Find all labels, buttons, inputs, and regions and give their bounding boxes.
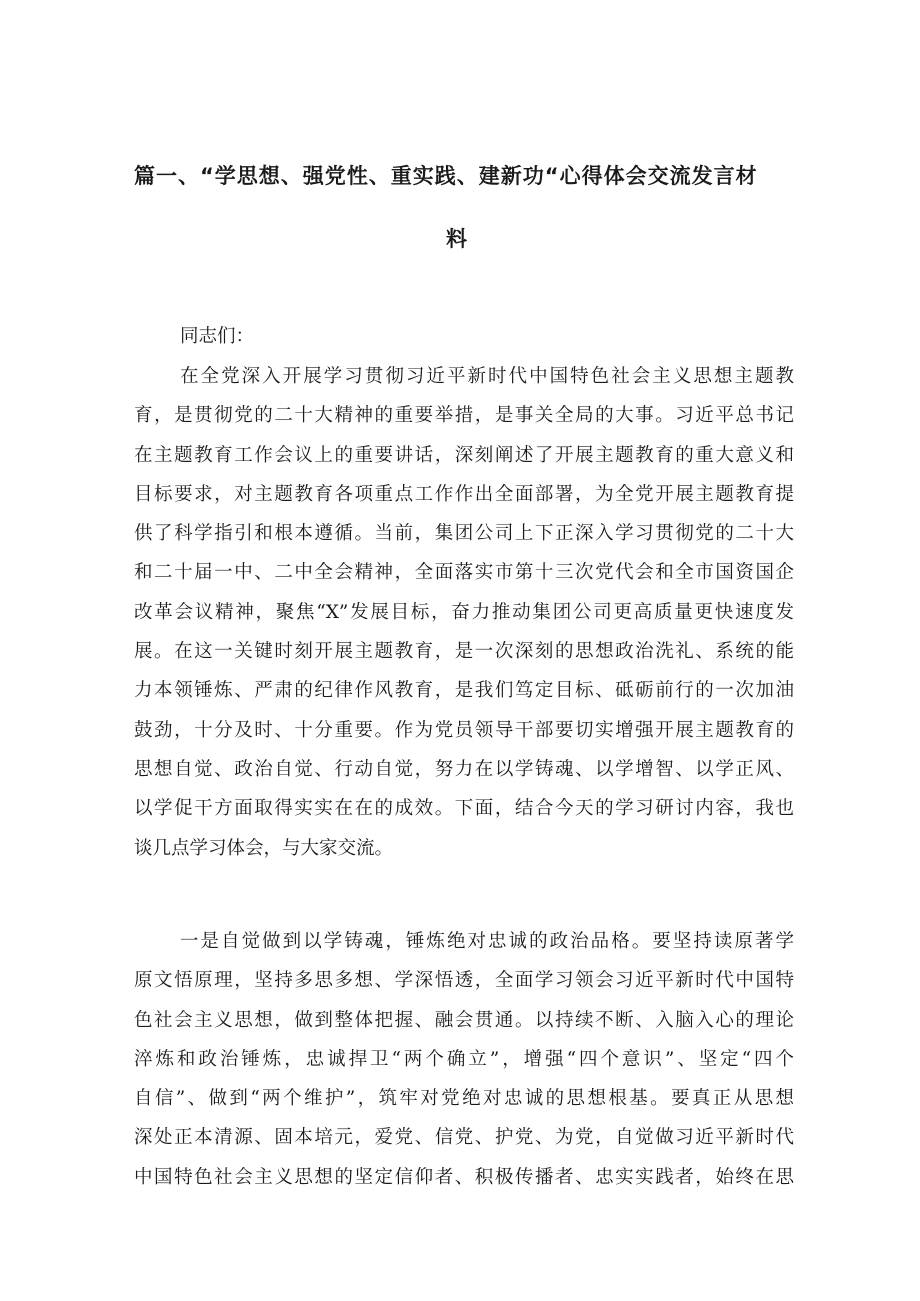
- paragraph-line: 思想自觉、政治自觉、行动自觉，努力在以学铸魂、以学增智、以学正风、: [134, 758, 794, 780]
- paragraph-line: 展。在这一关键时刻开展主题教育，是一次深刻的思想政治洗礼、系统的能: [134, 641, 794, 663]
- document-title-line-2: 料: [446, 227, 468, 251]
- paragraph-line: 以学促干方面取得实实在在的成效。下面，结合今天的学习研讨内容，我也: [134, 798, 794, 820]
- greeting: 同志们：: [180, 326, 255, 347]
- paragraph-line: 深处正本清源、固本培元，爱党、信党、护党、为党，自觉做习近平新时代: [134, 1127, 794, 1149]
- paragraph-line: 色社会主义思想，做到整体把握、融会贯通。以持续不断、入脑入心的理论: [134, 1009, 794, 1031]
- paragraph-line: 育，是贯彻党的二十大精神的重要举措，是事关全局的大事。习近平总书记: [134, 405, 794, 427]
- paragraph-line: 力本领锤炼、严肃的纪律作风教育，是我们笃定目标、砥砺前行的一次加油: [134, 680, 794, 702]
- paragraph-line: 中国特色社会主义思想的坚定信仰者、积极传播者、忠实实践者，始终在思: [134, 1166, 794, 1188]
- document-title-line-1: 篇一、“学思想、强党性、重实践、建新功“心得体会交流发言材: [134, 164, 758, 188]
- paragraph-line: 谈几点学习体会，与大家交流。: [134, 837, 394, 859]
- paragraph-line: 淬炼和政治锤炼，忠诚捍卫“两个确立”，增强“四个意识”、坚定“四个: [134, 1048, 794, 1070]
- paragraph-line: 在全党深入开展学习贯彻习近平新时代中国特色社会主义思想主题教: [180, 366, 794, 387]
- paragraph-2: [134, 922, 794, 1197]
- paragraph-line: 一是自觉做到以学铸魂，锤炼绝对忠诚的政治品格。要坚持读原著学: [180, 931, 794, 952]
- paragraph-line: 鼓劲，十分及时、十分重要。作为党员领导干部要切实增强开展主题教育的: [134, 719, 794, 741]
- paragraph-1: [134, 357, 794, 868]
- paragraph-line: 自信”、做到“两个维护”，筑牢对党绝对忠诚的思想根基。要真正从思想: [134, 1088, 794, 1110]
- paragraph-line: 在主题教育工作会议上的重要讲话，深刻阐述了开展主题教育的重大意义和: [134, 444, 794, 466]
- paragraph-line: 原文悟原理，坚持多思多想、学深悟透，全面学习领会习近平新时代中国特: [134, 970, 794, 992]
- paragraph-line: 目标要求，对主题教育各项重点工作作出全面部署，为全党开展主题教育提: [134, 483, 794, 505]
- paragraph-line: 和二十届一中、二中全会精神，全面落实市第十三次党代会和全市国资国企: [134, 562, 794, 584]
- paragraph-line: 供了科学指引和根本遵循。当前，集团公司上下正深入学习贯彻党的二十大: [134, 523, 794, 545]
- paragraph-line: 改革会议精神，聚焦“X”发展目标，奋力推动集团公司更高质量更快速度发: [134, 601, 794, 623]
